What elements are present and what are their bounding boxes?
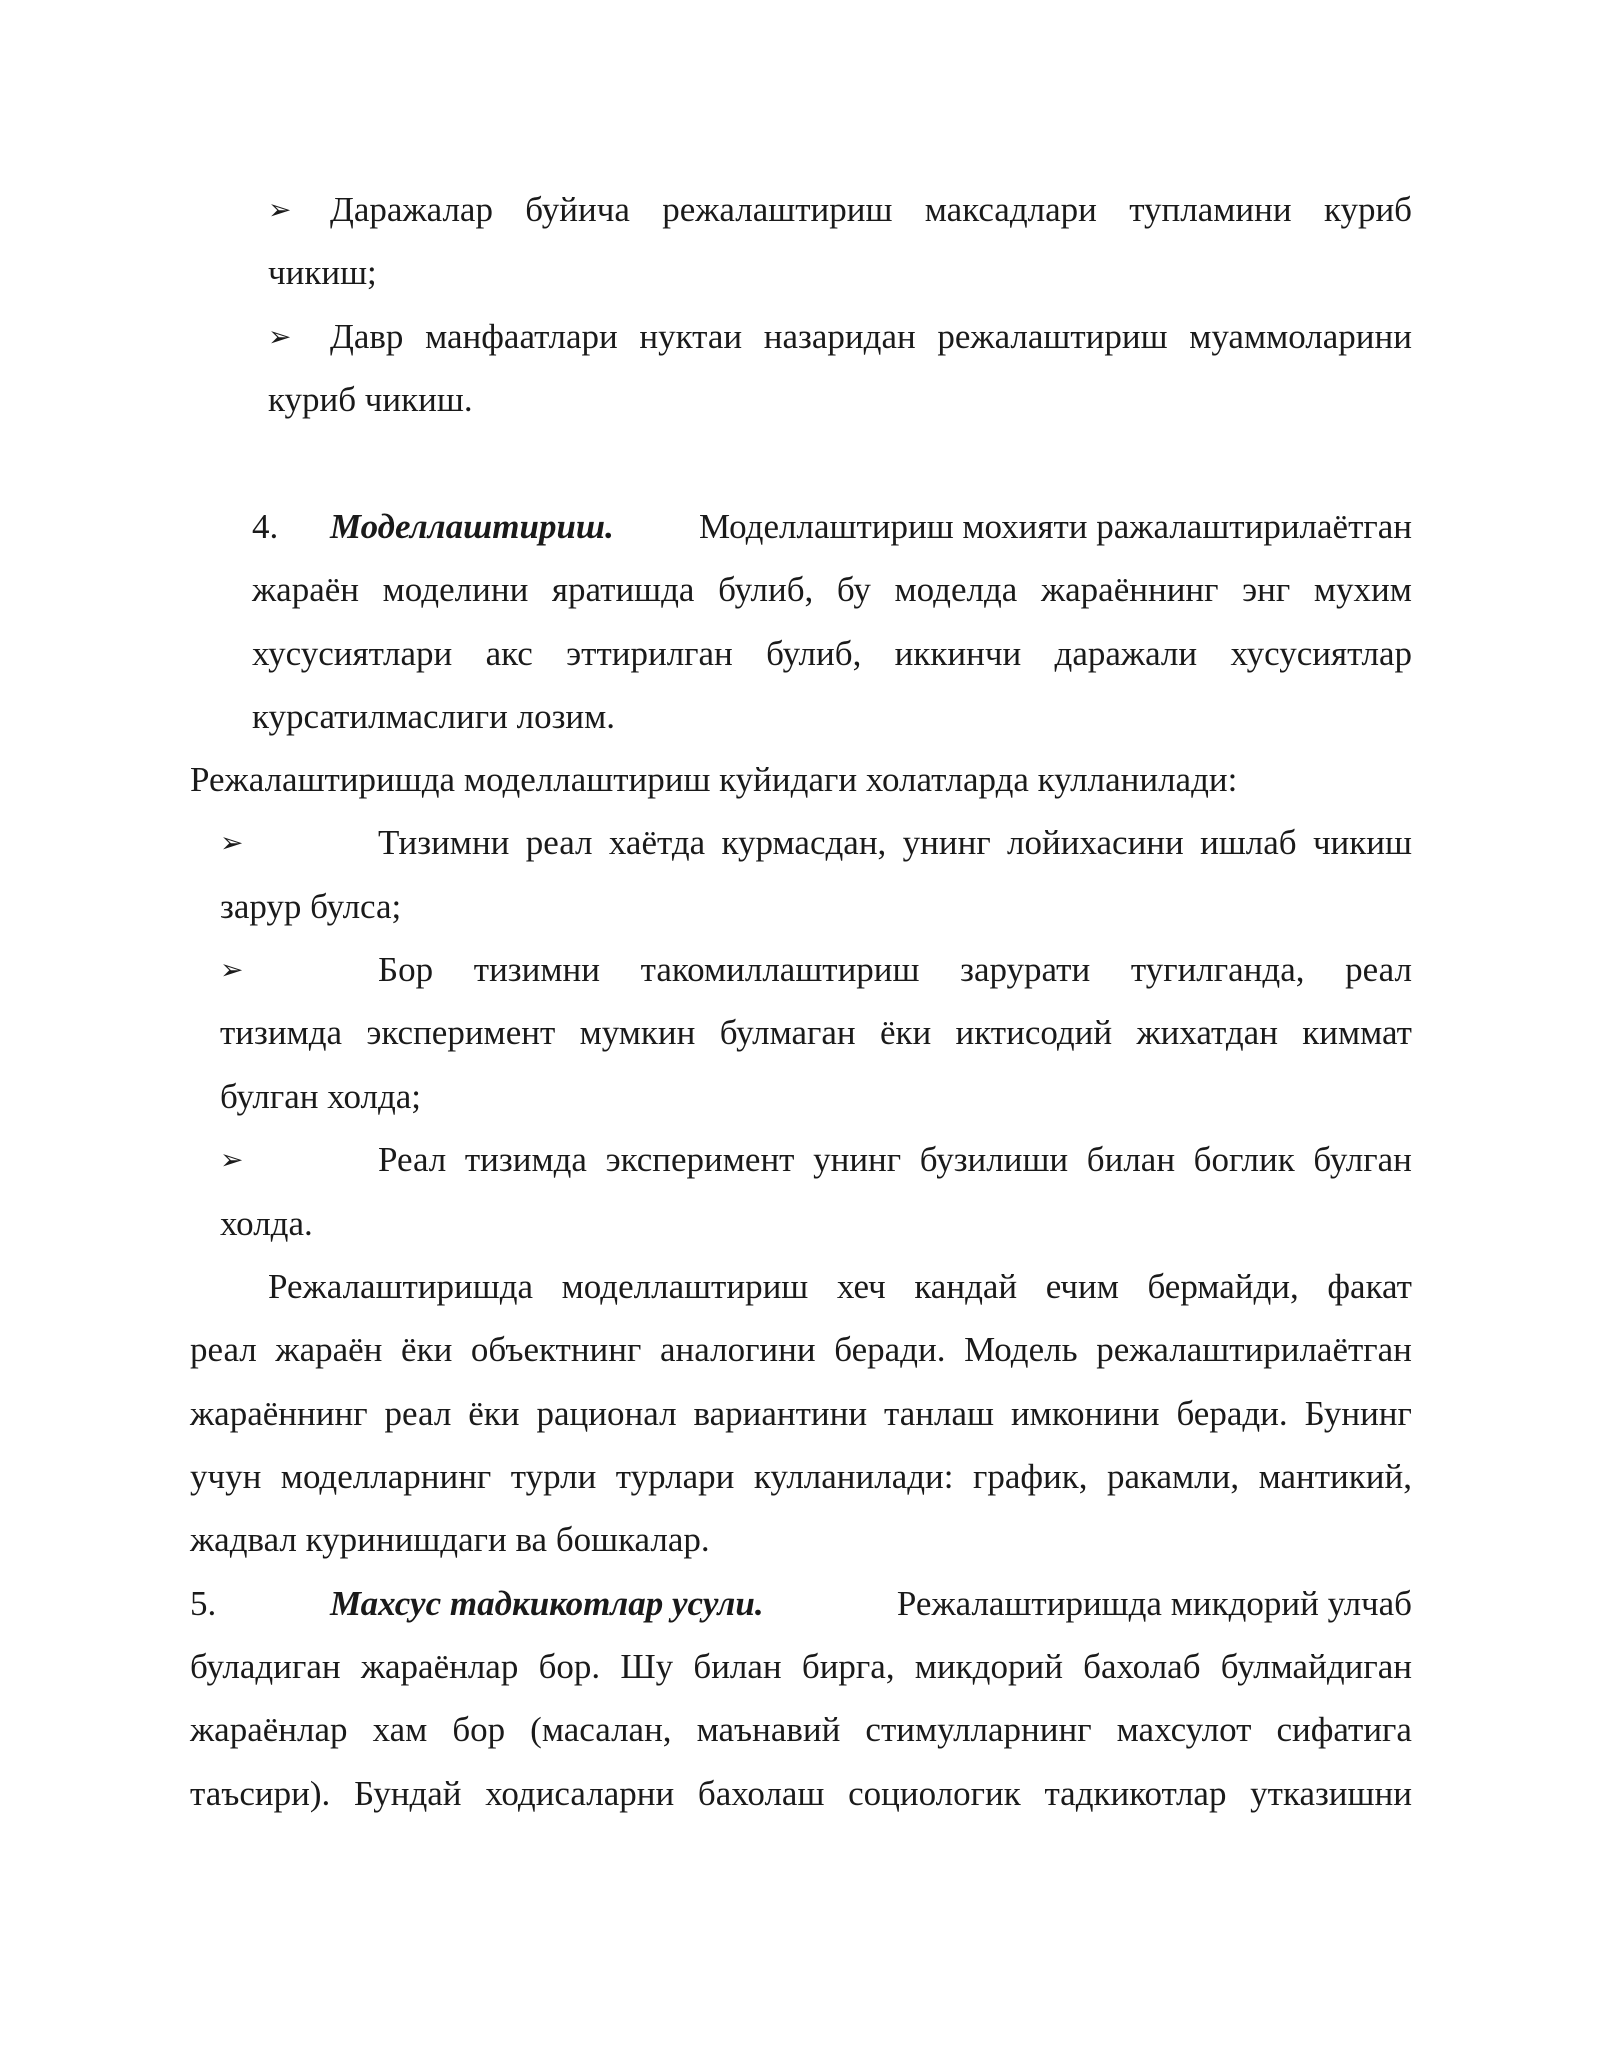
word: Бунинг	[1304, 1394, 1412, 1433]
list-item-text	[378, 1140, 1412, 1180]
list-item-text	[220, 1013, 1412, 1053]
word: жихатдан	[1136, 1013, 1278, 1052]
word: учун	[190, 1457, 262, 1496]
word: максадлари	[924, 190, 1097, 229]
word: хеч	[836, 1267, 886, 1306]
word: чикиш	[1312, 823, 1412, 862]
word: назаридан	[763, 317, 916, 356]
word: маънавий	[696, 1710, 841, 1749]
word: режалаштирилаётган	[1096, 1330, 1412, 1369]
word: лойихасини	[1007, 823, 1184, 862]
word: сифатига	[1276, 1710, 1412, 1749]
list-item-text	[330, 190, 1412, 230]
paragraph-text	[268, 1267, 1412, 1307]
word: ишлаб	[1200, 823, 1297, 862]
word: турлари	[615, 1457, 735, 1496]
list-item-text	[378, 950, 1412, 990]
word: эксперимент	[366, 1013, 556, 1052]
word: рационал	[536, 1394, 677, 1433]
word: ходисаларни	[485, 1774, 675, 1813]
word: манфаатлари	[425, 317, 618, 356]
word: кандай	[914, 1267, 1018, 1306]
word: реал	[1345, 950, 1412, 989]
word: такомиллаштириш	[640, 950, 920, 989]
word: Модель	[964, 1330, 1078, 1369]
bullet-arrow-icon: ➢	[268, 193, 292, 226]
paragraph-text: жадвал куринишдаги ва бошкалар.	[190, 1520, 710, 1559]
section-text	[190, 1710, 1412, 1750]
list-item-text: холда.	[220, 1204, 313, 1243]
word: боглик	[1193, 1140, 1295, 1179]
section-text: курсатилмаслиги лозим.	[252, 697, 616, 736]
list-item-text: зарур булса;	[220, 887, 402, 926]
word: бор.	[538, 1647, 601, 1686]
section-text	[252, 570, 1412, 610]
word: факат	[1327, 1267, 1412, 1306]
word: тизимда	[220, 1013, 343, 1052]
word: стимулларнинг	[865, 1710, 1092, 1749]
word: тадкикотлар	[1044, 1774, 1227, 1813]
list-item-text	[378, 823, 1412, 863]
word: иктисодий	[955, 1013, 1113, 1052]
word: хам	[372, 1710, 428, 1749]
section-text: Режалаштиришда микдорий улчаб	[896, 1584, 1412, 1623]
section-text	[190, 1647, 1412, 1687]
word: билан	[1086, 1140, 1176, 1179]
word: зарурати	[960, 950, 1091, 989]
word: реал	[384, 1394, 452, 1433]
word: жараённинг	[190, 1394, 368, 1433]
word: тизимни	[473, 950, 600, 989]
word: булиб,	[718, 570, 814, 609]
word: акс	[485, 634, 533, 673]
word: моделлаштириш	[561, 1267, 809, 1306]
word: жараённинг	[1040, 570, 1219, 609]
word: ракамли,	[1106, 1457, 1240, 1496]
word: иккинчи	[894, 634, 1022, 673]
word: реал	[525, 823, 593, 862]
word: муаммоларини	[1189, 317, 1412, 356]
word: бахолаб	[1083, 1647, 1201, 1686]
word: тизимда	[464, 1140, 587, 1179]
section-text: Моделлаштириш мохияти ражалаштирилаётган	[698, 507, 1412, 546]
word: нуктаи	[639, 317, 743, 356]
word: бузилиши	[919, 1140, 1069, 1179]
list-item-text	[330, 317, 1412, 357]
word: тупламини	[1129, 190, 1292, 229]
word: киммат	[1302, 1013, 1412, 1052]
word: даражали	[1054, 634, 1198, 673]
word: беради.	[1176, 1394, 1288, 1433]
word: эттирилган	[566, 634, 733, 673]
word: вариантини	[693, 1394, 868, 1433]
word: аналогини	[660, 1330, 816, 1369]
word: социологик	[848, 1774, 1021, 1813]
list-item-text: куриб чикиш.	[268, 380, 473, 419]
word: унинг	[902, 823, 991, 862]
word: жараёнлар	[360, 1647, 519, 1686]
word: унинг	[813, 1140, 902, 1179]
section-text	[252, 634, 1412, 674]
word: куриб	[1323, 190, 1412, 229]
word: мухим	[1313, 570, 1412, 609]
word: бахолаш	[697, 1774, 825, 1813]
word: турли	[510, 1457, 597, 1496]
word: буйича	[525, 190, 630, 229]
word: Давр	[330, 317, 404, 356]
word: ечим	[1045, 1267, 1119, 1306]
word: жараён	[252, 570, 360, 609]
word: моделларнинг	[280, 1457, 492, 1496]
word: Бундай	[353, 1774, 462, 1813]
word: ёки	[879, 1013, 932, 1052]
word: микдорий	[914, 1647, 1063, 1686]
word: курмасдан,	[721, 823, 887, 862]
list-item-text: булган холда;	[220, 1077, 422, 1116]
bullet-arrow-icon: ➢	[268, 320, 292, 353]
section-title: Моделлаштириш.	[330, 507, 614, 546]
word: бирга,	[801, 1647, 895, 1686]
word: утказишни	[1250, 1774, 1412, 1813]
bullet-arrow-icon: ➢	[220, 953, 244, 986]
word: Даражалар	[330, 190, 493, 229]
word: хаётда	[608, 823, 706, 862]
word: танлаш	[884, 1394, 994, 1433]
word: моделини	[382, 570, 529, 609]
word: беради.	[834, 1330, 946, 1369]
word: моделда	[894, 570, 1018, 609]
list-item-text: чикиш;	[268, 253, 377, 292]
word: ёки	[468, 1394, 520, 1433]
word: режалаштириш	[937, 317, 1168, 356]
intro-text: Режалаштиришда моделлаштириш куйидаги холатларда кулланилади:	[190, 760, 1238, 799]
word: Реал	[378, 1140, 447, 1179]
word: буладиган	[190, 1647, 341, 1686]
word: таъсири).	[190, 1774, 331, 1813]
word: ёки	[401, 1330, 453, 1369]
word: имконини	[1010, 1394, 1160, 1433]
word: хусусиятлари	[252, 634, 453, 673]
word: тугилганда,	[1130, 950, 1305, 989]
word: хусусиятлар	[1230, 634, 1412, 673]
word: мумкин	[579, 1013, 696, 1052]
word: яратишда	[551, 570, 695, 609]
word: график,	[972, 1457, 1088, 1496]
word: кулланилади:	[753, 1457, 954, 1496]
paragraph-text	[190, 1457, 1412, 1497]
word: режалаштириш	[662, 190, 893, 229]
bullet-arrow-icon: ➢	[220, 826, 244, 859]
word: бермайди,	[1147, 1267, 1299, 1306]
paragraph-text	[190, 1330, 1412, 1370]
word: объектнинг	[470, 1330, 642, 1369]
word: мантикий,	[1258, 1457, 1412, 1496]
word: энг	[1242, 570, 1291, 609]
word: (масалан,	[530, 1710, 672, 1749]
word: булган	[1313, 1140, 1412, 1179]
word: бор	[452, 1710, 506, 1749]
word: реал	[190, 1330, 257, 1369]
paragraph-text	[190, 1394, 1412, 1434]
word: Тизимни	[378, 823, 510, 862]
word: жараён	[275, 1330, 383, 1369]
word: булмайдиган	[1220, 1647, 1412, 1686]
word: булиб,	[766, 634, 862, 673]
section-title: Махсус тадкикотлар усули.	[330, 1584, 764, 1623]
word: булмаган	[719, 1013, 856, 1052]
bullet-arrow-icon: ➢	[220, 1143, 244, 1176]
word: Бор	[378, 950, 434, 989]
word: эксперимент	[605, 1140, 795, 1179]
section-heading-line	[330, 1584, 1412, 1624]
section-number: 4.	[252, 507, 279, 546]
section-text	[190, 1774, 1412, 1814]
section-number: 5.	[190, 1584, 217, 1623]
word: махсулот	[1116, 1710, 1252, 1749]
word: билан	[693, 1647, 782, 1686]
word: Шу	[620, 1647, 674, 1686]
word: Режалаштиришда	[268, 1267, 534, 1306]
word: бу	[836, 570, 871, 609]
section-heading-line	[330, 507, 1412, 547]
word: жараёнлар	[190, 1710, 348, 1749]
